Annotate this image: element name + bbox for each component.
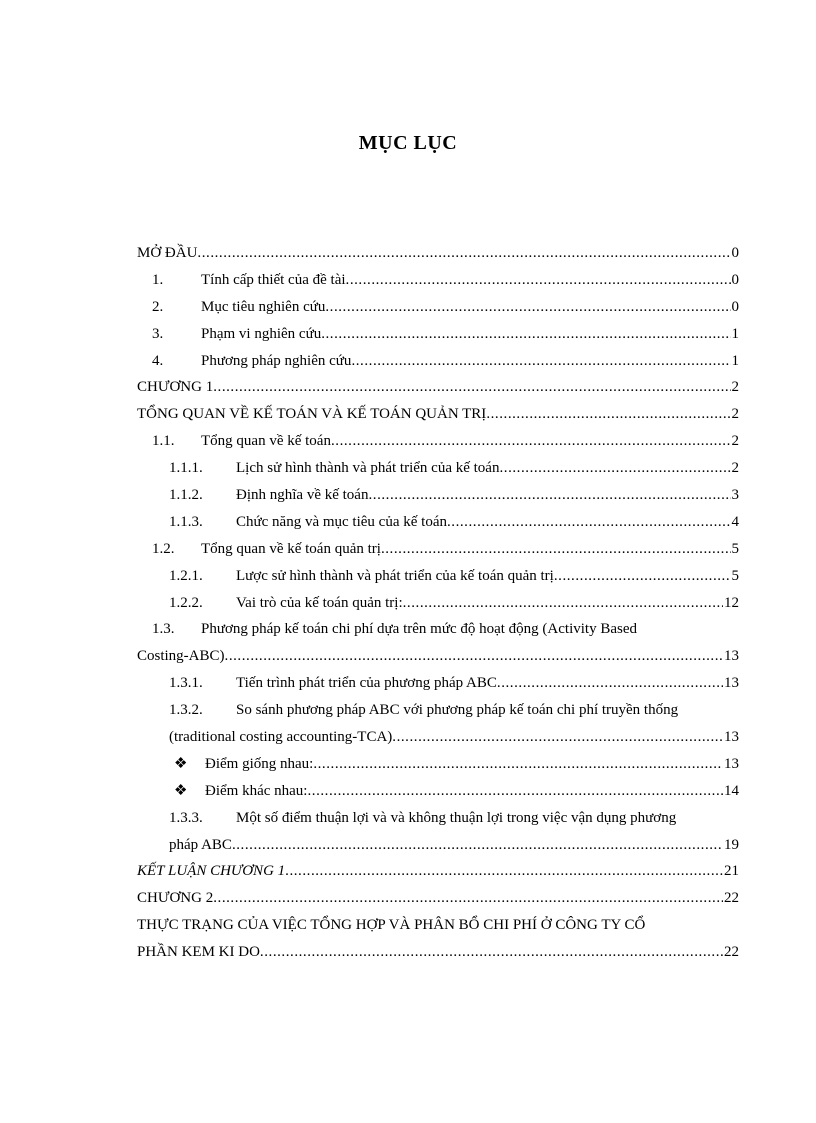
toc-entry-title: Chức năng và mục tiêu của kế toán — [236, 513, 447, 530]
diamond-bullet-icon: ❖ — [174, 782, 188, 799]
toc-entry-number: 1.3.2. — [169, 702, 203, 719]
toc-entry[interactable] — [137, 455, 739, 482]
toc-page-number: 22 — [724, 890, 739, 907]
toc-entry[interactable] — [137, 348, 739, 375]
toc-entry-title: (traditional costing accounting-TCA) — [169, 729, 393, 746]
toc-entry[interactable] — [137, 401, 739, 428]
toc-entry[interactable] — [137, 616, 739, 643]
toc-entry-title: So sánh phương pháp ABC với phương pháp kế toán chi phí truyền thống — [236, 702, 679, 719]
toc-entry-number: 1.3.3. — [169, 809, 203, 826]
toc-entry-title: Lịch sử hình thành và phát triển của kế toán — [236, 460, 500, 477]
toc-page-number: 22 — [724, 944, 739, 961]
toc-page-number: 13 — [724, 675, 739, 692]
page-title: MỤC LỤC — [358, 132, 458, 154]
toc-entry-title: Mục tiêu nghiên cứu — [201, 298, 326, 315]
toc-page-number: 19 — [724, 836, 739, 853]
toc-entry-number: 1.2.1. — [169, 567, 203, 584]
toc-entry-number: 1.3. — [152, 621, 175, 638]
toc-entry-title: KẾT LUẬN CHƯƠNG 1 — [137, 863, 286, 880]
toc-entry[interactable] — [137, 590, 739, 617]
toc-entry-number: 1.1. — [152, 433, 175, 450]
toc-page-number: 0 — [731, 245, 739, 261]
toc-page-number: 2 — [731, 406, 739, 423]
toc-entry-title: Lược sử hình thành và phát triển của kế toán quản trị — [236, 567, 554, 584]
toc-entry-title: CHƯƠNG 1 — [137, 379, 214, 396]
toc-entry-title: Điểm khác nhau: — [205, 782, 308, 799]
toc-entry[interactable] — [137, 697, 739, 724]
toc-entry[interactable] — [137, 321, 739, 348]
toc-entry[interactable] — [137, 858, 739, 885]
toc-entry-number: 1.2.2. — [169, 594, 203, 611]
toc-entry-number: 1.1.2. — [169, 487, 203, 504]
toc-entry-number: 3. — [152, 325, 164, 342]
toc-page-number: 2 — [731, 460, 739, 477]
toc-entry-number: 1.3.1. — [169, 675, 203, 692]
toc-entry[interactable] — [137, 778, 739, 805]
toc-entry-continuation[interactable] — [137, 724, 739, 751]
toc-entry-continuation[interactable] — [137, 643, 739, 670]
toc-entry-title: Phạm vi nghiên cứu — [201, 325, 322, 342]
toc-entry-number: 4. — [152, 352, 164, 369]
toc-entry-title: PHẦN KEM KI DO — [137, 944, 260, 961]
toc-page-number: 2 — [731, 433, 739, 450]
toc-entry[interactable] — [137, 805, 739, 832]
toc-entry[interactable] — [137, 240, 739, 267]
toc-page-number: 5 — [731, 567, 739, 584]
toc-entry-title: THỰC TRẠNG CỦA VIỆC TỔNG HỢP VÀ PHÂN BỔ CHI PHÍ Ở CÔNG TY CỔ — [137, 917, 646, 934]
toc-entry-number: 2. — [152, 298, 164, 315]
toc-page-number: 0 — [731, 298, 739, 315]
toc-entry-title: Điểm giống nhau: — [205, 755, 314, 772]
toc-entry-number: 1.2. — [152, 540, 175, 557]
toc-page-number: 5 — [731, 540, 739, 557]
toc-entry-title: Tổng quan về kế toán quản trị — [201, 540, 381, 557]
toc-entry[interactable] — [137, 482, 739, 509]
toc-entry[interactable] — [137, 294, 739, 321]
toc-page-number: 1 — [731, 352, 739, 369]
toc-page-number: 13 — [724, 648, 739, 665]
toc-entry-title: Định nghĩa về kế toán — [236, 487, 369, 504]
toc-entry-number: 1. — [152, 271, 164, 288]
toc-entry-title: Một số điểm thuận lợi và và không thuận lợi trong việc vận dụng phương — [236, 809, 677, 826]
toc-entry[interactable] — [137, 670, 739, 697]
toc-entry-continuation[interactable] — [137, 939, 739, 966]
toc-entry-title: Costing-ABC) — [137, 648, 225, 665]
toc-entry-number: 1.1.1. — [169, 460, 203, 477]
table-of-contents — [137, 240, 739, 966]
toc-entry-title: TỔNG QUAN VỀ KẾ TOÁN VÀ KẾ TOÁN QUẢN TRỊ — [137, 406, 487, 423]
diamond-bullet-icon: ❖ — [174, 755, 188, 772]
toc-entry-title: Phương pháp kế toán chi phí dựa trên mức độ hoạt động (Activity Based — [201, 621, 637, 638]
toc-page-number: 3 — [731, 487, 739, 504]
toc-entry[interactable] — [137, 885, 739, 912]
toc-entry[interactable] — [137, 751, 739, 778]
toc-entry[interactable] — [137, 536, 739, 563]
toc-entry-number: 1.1.3. — [169, 513, 203, 530]
toc-entry-title: Tính cấp thiết của đề tài — [201, 271, 346, 288]
toc-entry-title: Tiến trình phát triển của phương pháp ABC — [236, 675, 497, 692]
toc-page-number: 2 — [731, 379, 739, 396]
toc-entry-title: CHƯƠNG 2 — [137, 890, 214, 907]
toc-page-number: 4 — [731, 513, 739, 530]
toc-entry-title: Phương pháp nghiên cứu — [201, 352, 352, 369]
toc-page-number: 0 — [731, 271, 739, 288]
toc-page-number: 12 — [724, 594, 739, 611]
toc-entry[interactable] — [137, 374, 739, 401]
toc-entry[interactable] — [137, 428, 739, 455]
toc-entry-title: MỞ ĐẦU — [137, 245, 198, 261]
toc-entry-title: pháp ABC — [169, 836, 232, 853]
toc-page-number: 13 — [724, 755, 739, 772]
toc-entry-continuation[interactable] — [137, 832, 739, 859]
toc-entry-title: Tổng quan về kế toán — [201, 433, 331, 450]
toc-page-number: 13 — [724, 729, 739, 746]
toc-page-number: 14 — [724, 782, 739, 799]
toc-entry[interactable] — [137, 912, 739, 939]
toc-page-number: 1 — [731, 325, 739, 342]
toc-entry[interactable] — [137, 267, 739, 294]
toc-entry[interactable] — [137, 563, 739, 590]
toc-page-number: 21 — [724, 863, 739, 880]
toc-entry-title: Vai trò của kế toán quản trị: — [236, 594, 403, 611]
toc-entry[interactable] — [137, 509, 739, 536]
